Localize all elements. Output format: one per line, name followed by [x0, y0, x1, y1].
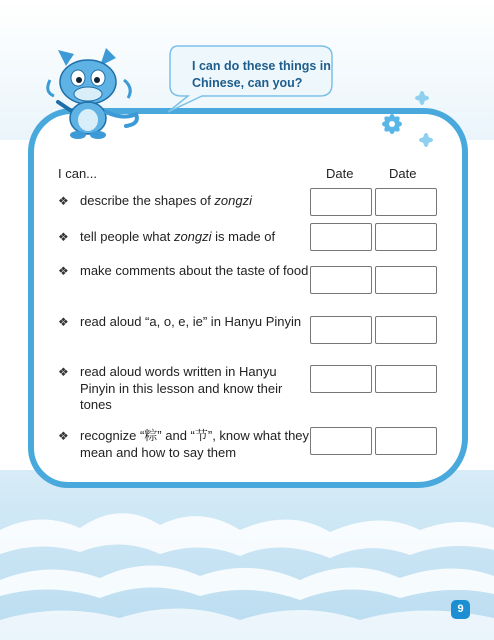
date-box-2[interactable]	[375, 427, 437, 455]
date-boxes	[310, 316, 438, 346]
date-box-1[interactable]	[310, 427, 372, 455]
speech-bubble-text: I can do these things in Chinese, can you?	[192, 59, 331, 90]
diamond-bullet-icon: ❖	[58, 365, 69, 379]
diamond-bullet-icon: ❖	[58, 230, 69, 244]
header-i-can: I can...	[58, 166, 98, 181]
date-box-2[interactable]	[375, 223, 437, 251]
date-box-1[interactable]	[310, 316, 372, 344]
date-boxes	[310, 365, 438, 395]
wave-decoration	[0, 470, 494, 640]
date-box-2[interactable]	[375, 266, 437, 294]
diamond-bullet-icon: ❖	[58, 315, 69, 329]
date-box-2[interactable]	[375, 365, 437, 393]
dragon-mascot-icon	[44, 40, 149, 140]
date-box-2[interactable]	[375, 188, 437, 216]
date-box-1[interactable]	[310, 188, 372, 216]
date-boxes	[310, 223, 438, 253]
date-box-2[interactable]	[375, 316, 437, 344]
flower-decoration-icon	[370, 84, 440, 154]
header-date-2: Date	[389, 166, 417, 181]
header-date-1: Date	[326, 166, 354, 181]
date-box-1[interactable]	[310, 266, 372, 294]
page-number: 9	[451, 600, 470, 619]
date-boxes	[310, 427, 438, 457]
date-boxes	[310, 188, 438, 218]
diamond-bullet-icon: ❖	[58, 429, 69, 443]
date-box-1[interactable]	[310, 365, 372, 393]
date-boxes	[310, 266, 438, 296]
diamond-bullet-icon: ❖	[58, 194, 69, 208]
diamond-bullet-icon: ❖	[58, 264, 69, 278]
date-box-1[interactable]	[310, 223, 372, 251]
